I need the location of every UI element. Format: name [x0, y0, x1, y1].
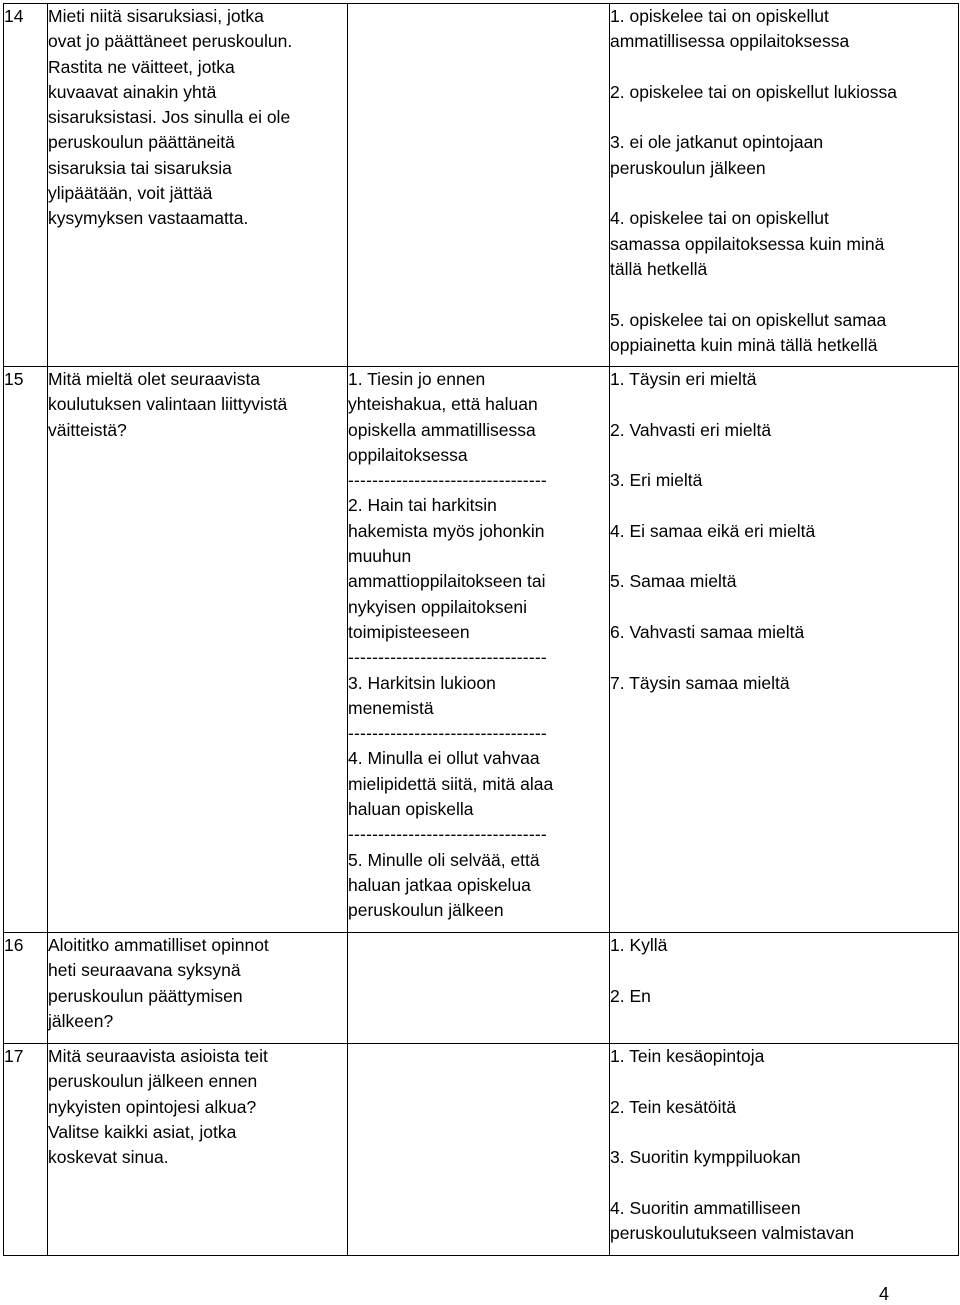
answer-option[interactable]	[610, 933, 958, 958]
statement	[348, 746, 609, 822]
empty-cell	[348, 933, 610, 1044]
option-line: 1. Kyllä	[610, 935, 668, 955]
option-line: 4. Suoritin ammatilliseen	[610, 1197, 801, 1218]
answer-option[interactable]	[610, 1196, 958, 1247]
answer-option[interactable]	[610, 569, 958, 594]
option-line: 2. En	[610, 985, 651, 1006]
question-text-line: ovat jo päättäneet peruskoulun.	[48, 31, 293, 52]
option-line: 7. Täysin samaa mieltä	[610, 672, 790, 693]
question-number: 16	[4, 933, 48, 1044]
separator-line: ---------------------------------	[348, 723, 547, 744]
statement-line: 4. Minulla ei ollut vahvaa	[348, 748, 540, 769]
separator-line: ---------------------------------	[348, 647, 547, 668]
question-text-line: peruskoulun jälkeen ennen	[48, 1071, 258, 1092]
statement-separator	[348, 468, 609, 493]
option-line: ammatillisessa oppilaitoksessa	[610, 31, 850, 52]
statement-line: 1. Tiesin jo ennen	[348, 369, 486, 389]
statement	[348, 493, 609, 645]
answer-options	[610, 933, 959, 1044]
answer-option[interactable]	[610, 519, 958, 544]
answer-options	[610, 4, 959, 367]
option-line: 4. opiskelee tai on opiskellut	[610, 208, 829, 229]
statement-line: haluan opiskella	[348, 799, 474, 820]
question-text-line: Valitse kaikki asiat, jotka	[48, 1121, 237, 1142]
empty-cell	[348, 4, 610, 367]
question-row-14	[4, 4, 959, 367]
option-line: 2. opiskelee tai on opiskellut lukiossa	[610, 81, 897, 102]
statement-separator	[348, 721, 609, 746]
statement-line: ammattioppilaitokseen tai	[348, 571, 546, 592]
page-number: 4	[879, 1284, 890, 1304]
statement-list	[348, 367, 610, 933]
question-text-line: Mieti niitä sisaruksiasi, jotka	[48, 6, 264, 26]
question-text-line: väitteistä?	[48, 419, 127, 440]
answer-options	[610, 1044, 959, 1256]
statement-line: toimipisteeseen	[348, 621, 470, 642]
answer-option[interactable]	[610, 671, 958, 696]
question-text	[48, 933, 348, 1044]
question-number: 14	[4, 4, 48, 367]
option-line: 2. Vahvasti eri mieltä	[610, 419, 772, 440]
question-text	[48, 4, 348, 367]
option-line: 3. ei ole jatkanut opintojaan	[610, 132, 824, 153]
answer-option[interactable]	[610, 468, 958, 493]
statement-line: 3. Harkitsin lukioon	[348, 672, 496, 693]
option-line: tällä hetkellä	[610, 258, 708, 279]
option-line: 3. Suoritin kymppiluokan	[610, 1147, 801, 1168]
option-line: 1. opiskelee tai on opiskellut	[610, 6, 829, 26]
statement-line: 2. Hain tai harkitsin	[348, 495, 497, 516]
option-line: 3. Eri mieltä	[610, 470, 703, 491]
option-line: 2. Tein kesätöitä	[610, 1096, 737, 1117]
answer-option[interactable]	[610, 1044, 958, 1069]
option-line: 4. Ei samaa eikä eri mieltä	[610, 520, 816, 541]
statement	[348, 848, 609, 924]
statement-line: yhteishakua, että haluan	[348, 394, 538, 415]
statement-separator	[348, 645, 609, 670]
statement-line: menemistä	[348, 697, 434, 718]
option-line: oppiainetta kuin minä tällä hetkellä	[610, 334, 878, 355]
statement-line: muuhun	[348, 546, 412, 567]
option-line: 1. Täysin eri mieltä	[610, 369, 757, 389]
statement-line: hakemista myös johonkin	[348, 520, 545, 541]
question-row-16	[4, 933, 959, 1044]
answer-options	[610, 367, 959, 933]
question-number: 17	[4, 1044, 48, 1256]
question-text-line: peruskoulun päättäneitä	[48, 132, 235, 153]
answer-option[interactable]	[610, 367, 958, 392]
question-row-17	[4, 1044, 959, 1256]
option-line: 5. opiskelee tai on opiskellut samaa	[610, 309, 887, 330]
option-line: 6. Vahvasti samaa mieltä	[610, 621, 805, 642]
question-text-line: sisaruksia tai sisaruksia	[48, 157, 232, 178]
answer-option[interactable]	[610, 206, 958, 282]
statement-line: oppilaitoksessa	[348, 444, 468, 465]
statement-line: mielipidettä siitä, mitä alaa	[348, 773, 554, 794]
question-text-line: ylipäätään, voit jättää	[48, 183, 213, 204]
question-text-line: heti seuraavana syksynä	[48, 960, 241, 981]
answer-option[interactable]	[610, 1145, 958, 1170]
question-row-15	[4, 367, 959, 933]
answer-option[interactable]	[610, 620, 958, 645]
statement-line: 5. Minulle oli selvää, että	[348, 849, 540, 870]
answer-option[interactable]	[610, 4, 958, 55]
question-text-line: Mitä mieltä olet seuraavista	[48, 369, 261, 389]
option-line: samassa oppilaitoksessa kuin minä	[610, 233, 885, 254]
option-line: 1. Tein kesäopintoja	[610, 1046, 765, 1066]
statement	[348, 671, 609, 722]
empty-cell	[348, 1044, 610, 1256]
answer-option[interactable]	[610, 984, 958, 1009]
option-line: peruskoulun jälkeen	[610, 157, 766, 178]
question-text-line: koskevat sinua.	[48, 1147, 169, 1168]
separator-line: ---------------------------------	[348, 824, 547, 845]
question-text-line: jälkeen?	[48, 1010, 114, 1031]
statement-line: peruskoulun jälkeen	[348, 900, 504, 921]
question-text-line: kysymyksen vastaamatta.	[48, 208, 249, 229]
option-line: peruskoulutukseen valmistavan	[610, 1223, 855, 1244]
question-text-line: kuvaavat ainakin yhtä	[48, 81, 217, 102]
question-text-line: Rastita ne väitteet, jotka	[48, 56, 235, 77]
question-text	[48, 367, 348, 933]
option-line: 5. Samaa mieltä	[610, 571, 737, 592]
question-text	[48, 1044, 348, 1256]
statement-line: opiskella ammatillisessa	[348, 419, 536, 440]
statement-separator	[348, 822, 609, 847]
question-text-line: nykyisten opintojesi alkua?	[48, 1096, 257, 1117]
questionnaire-table	[3, 3, 959, 1256]
separator-line: ---------------------------------	[348, 470, 547, 491]
statement	[348, 367, 609, 468]
answer-option[interactable]	[610, 1095, 958, 1120]
question-text-line: sisaruksistasi. Jos sinulla ei ole	[48, 107, 291, 128]
answer-option[interactable]	[610, 80, 958, 105]
question-text-line: Mitä seuraavista asioista teit	[48, 1046, 268, 1066]
question-text-line: koulutuksen valintaan liittyvistä	[48, 394, 288, 415]
answer-option[interactable]	[610, 308, 958, 359]
question-number: 15	[4, 367, 48, 933]
question-text-line: Aloititko ammatilliset opinnot	[48, 935, 269, 955]
answer-option[interactable]	[610, 418, 958, 443]
answer-option[interactable]	[610, 130, 958, 181]
question-text-line: peruskoulun päättymisen	[48, 985, 243, 1006]
statement-line: nykyisen oppilaitokseni	[348, 596, 527, 617]
statement-line: haluan jatkaa opiskelua	[348, 874, 531, 895]
